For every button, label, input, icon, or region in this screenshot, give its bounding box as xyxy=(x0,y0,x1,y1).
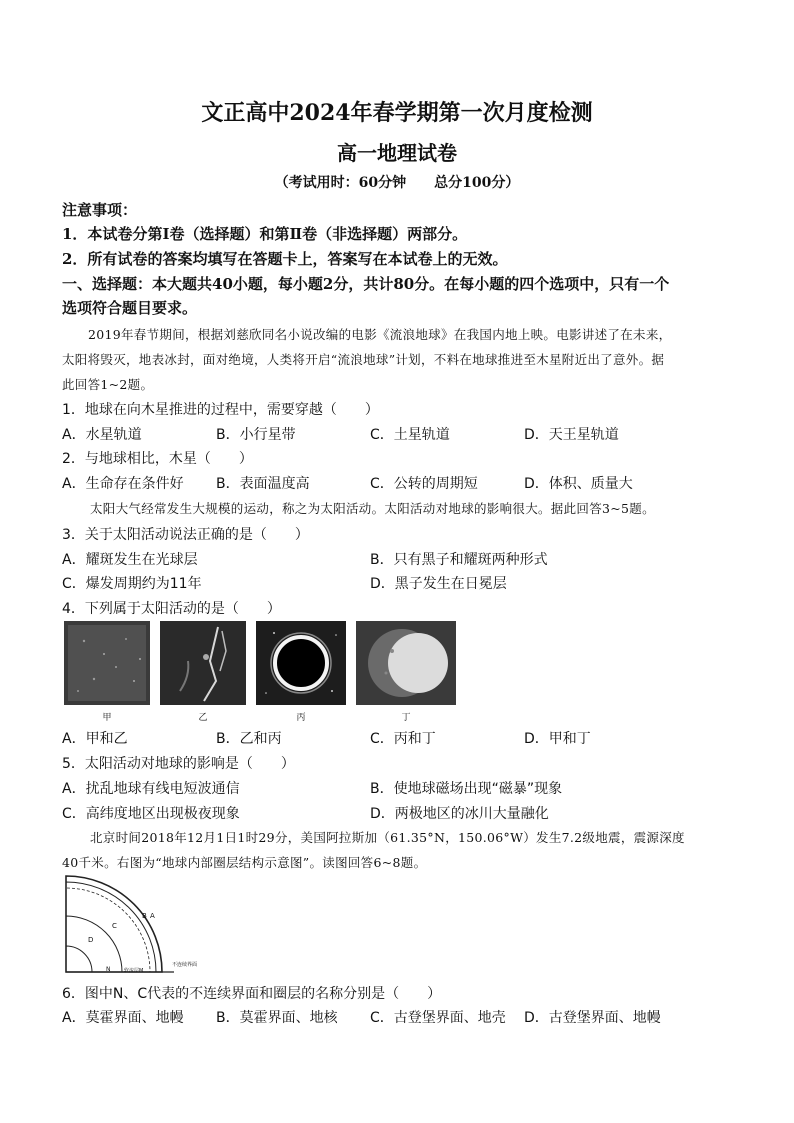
exam-info: （考试用时：60分钟 总分100分） xyxy=(274,175,520,191)
question-1-stem: 1．地球在向木星推进的过程中，需要穿越（ ） xyxy=(62,402,379,418)
question-5-option-b[interactable]: B．使地球磁场出现“磁暴”现象 xyxy=(370,781,563,797)
question-4-option-d[interactable]: D．甲和丁 xyxy=(524,731,591,747)
notice-item-1: 1．本试卷分第Ⅰ卷（选择题）和第Ⅱ卷（非选择题）两部分。 xyxy=(62,225,468,243)
photo-jia-image xyxy=(64,621,150,705)
question-3-option-d[interactable]: D．黑子发生在日冕层 xyxy=(370,576,507,592)
layer-label-n: N xyxy=(106,966,111,973)
passage-1-line-3: 此回答1~2题。 xyxy=(62,377,154,392)
photo-yi-caption: 乙 xyxy=(198,713,208,723)
question-3-option-c[interactable]: C．爆发周期约为11年 xyxy=(62,576,202,592)
passage-3-line-2: 40千米。右图为“地球内部圈层结构示意图”。读图回答6~8题。 xyxy=(62,855,427,870)
passage-3-line-1: 北京时间2018年12月1日1时29分，美国阿拉斯加（61.35°N，150.06°W）发生7.2级地震，震源深度 xyxy=(90,830,685,845)
photo-yi-image xyxy=(160,621,246,705)
question-1-option-d[interactable]: D．天王星轨道 xyxy=(524,427,619,443)
layer-label-c: C xyxy=(112,922,117,930)
question-3-option-a[interactable]: A．耀斑发生在光球层 xyxy=(62,552,198,568)
question-1-option-a[interactable]: A．水星轨道 xyxy=(62,427,142,443)
section-heading-line-2: 选项符合题目要求。 xyxy=(62,299,198,317)
question-4-option-a[interactable]: A．甲和乙 xyxy=(62,731,128,747)
passage-1-line-2: 太阳将毁灭，地表冰封，面对绝境，人类将开启“流浪地球”计划，不料在地球推进至木星附近出了意外。据 xyxy=(62,352,665,367)
layer-label-b: B xyxy=(142,912,147,920)
question-6-option-c[interactable]: C．古登堡界面、地壳 xyxy=(370,1010,506,1026)
photo-bing-image xyxy=(256,621,346,705)
passage-2: 太阳大气经常发生大规模的运动，称之为太阳活动。太阳活动对地球的影响很大。据此回答3~5题。 xyxy=(90,501,655,516)
question-1-option-c[interactable]: C．土星轨道 xyxy=(370,427,450,443)
exam-title: 文正高中2024年春学期第一次月度检测 xyxy=(201,100,593,126)
question-5-option-a[interactable]: A．扰乱地球有线电短波通信 xyxy=(62,781,240,797)
question-3-stem: 3．关于太阳活动说法正确的是（ ） xyxy=(62,527,309,543)
exam-subtitle: 高一地理试卷 xyxy=(337,141,457,165)
photo-ding-caption: 丁 xyxy=(401,713,411,723)
layer-label-a: A xyxy=(150,912,155,920)
boundary-label: 不连续界面 xyxy=(172,962,198,968)
question-2-option-b[interactable]: B．表面温度高 xyxy=(216,476,310,492)
photo-jia xyxy=(64,621,150,721)
question-4-stem: 4．下列属于太阳活动的是（ ） xyxy=(62,601,281,617)
question-4-option-b[interactable]: B．乙和丙 xyxy=(216,731,282,747)
section-heading-line-1: 一、选择题：本大题共40小题，每小题2分，共计80分。在每小题的四个选项中，只有一个 xyxy=(62,275,670,293)
question-6-option-d[interactable]: D．古登堡界面、地幔 xyxy=(524,1010,661,1026)
question-5-stem: 5．太阳活动对地球的影响是（ ） xyxy=(62,756,295,772)
photo-ding-image xyxy=(356,621,456,705)
photo-ding xyxy=(356,621,456,721)
layer-label-d: D xyxy=(88,936,94,944)
notice-item-2: 2．所有试卷的答案均填写在答题卡上，答案写在本试卷上的无效。 xyxy=(62,250,508,268)
passage-1-line-1: 2019年春节期间，根据刘慈欣同名小说改编的电影《流浪地球》在我国内地上映。电影讲述了在未来， xyxy=(88,327,672,342)
photo-yi xyxy=(160,621,246,721)
question-6-stem: 6．图中N、C代表的不连续界面和圈层的名称分别是（ ） xyxy=(62,986,442,1002)
question-2-option-a[interactable]: A．生命存在条件好 xyxy=(62,476,184,492)
earth-interior-diagram xyxy=(62,872,198,977)
question-1-option-b[interactable]: B．小行星带 xyxy=(216,427,296,443)
question-5-option-c[interactable]: C．高纬度地区出现极夜现象 xyxy=(62,806,240,822)
question-5-option-d[interactable]: D．两极地区的冰川大量融化 xyxy=(370,806,549,822)
question-2-option-d[interactable]: D．体积、质量大 xyxy=(524,476,633,492)
question-6-option-a[interactable]: A．莫霍界面、地幔 xyxy=(62,1010,184,1026)
notice-heading: 注意事项： xyxy=(62,201,138,219)
question-4-option-c[interactable]: C．丙和丁 xyxy=(370,731,436,747)
question-2-option-c[interactable]: C．公转的周期短 xyxy=(370,476,478,492)
photo-jia-caption: 甲 xyxy=(102,713,112,723)
question-3-option-b[interactable]: B．只有黑子和耀斑两种形式 xyxy=(370,552,548,568)
photo-bing xyxy=(256,621,346,721)
layer-label-m: 软流层M xyxy=(124,968,144,974)
photo-bing-caption: 丙 xyxy=(296,713,306,723)
question-6-option-b[interactable]: B．莫霍界面、地核 xyxy=(216,1010,338,1026)
question-2-stem: 2．与地球相比，木星（ ） xyxy=(62,451,253,467)
